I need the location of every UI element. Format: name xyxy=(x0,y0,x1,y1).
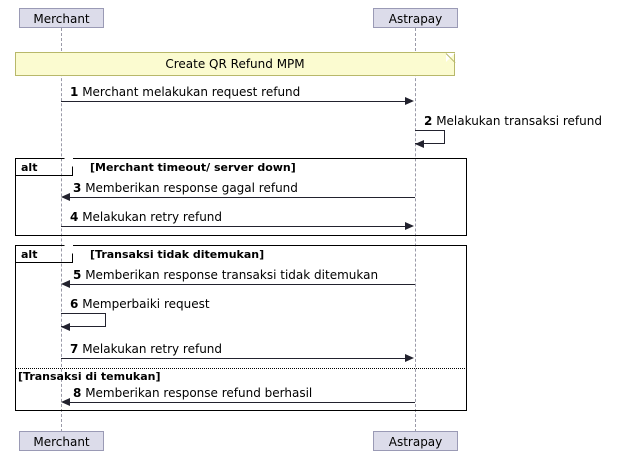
participant-astrapay-bottom[interactable] xyxy=(373,431,458,451)
message-8-arrowhead xyxy=(61,398,70,406)
fragment-2-tab-cut xyxy=(64,245,73,254)
participant-merchant-top[interactable] xyxy=(19,8,104,28)
message-1-number: 1 xyxy=(70,85,79,99)
message-1-label xyxy=(70,85,300,99)
fragment-2-operator: alt xyxy=(21,248,38,261)
message-7-number: 7 xyxy=(70,342,79,356)
message-8-label xyxy=(73,386,312,400)
fragment-2-else-divider xyxy=(15,368,467,369)
fragment-1-operator: alt xyxy=(21,161,38,174)
fragment-2-condition: [Transaksi tidak ditemukan] xyxy=(90,248,265,261)
message-5-line xyxy=(70,284,415,285)
message-3-label xyxy=(73,181,298,195)
participant-merchant-top-label: Merchant xyxy=(33,12,90,26)
message-7-arrowhead xyxy=(405,354,414,362)
participant-astrapay-bottom-label: Astrapay xyxy=(388,435,443,449)
message-3-text: Memberikan response gagal refund xyxy=(85,181,298,195)
message-1-text: Merchant melakukan request refund xyxy=(82,85,301,99)
message-2-number: 2 xyxy=(424,114,433,128)
message-2-arrowhead xyxy=(415,140,424,148)
message-2-label xyxy=(424,114,602,128)
participant-astrapay-top[interactable] xyxy=(373,8,458,28)
message-2-text: Melakukan transaksi refund xyxy=(436,114,602,128)
note-create-qr-refund xyxy=(15,52,455,76)
message-6-arrowhead xyxy=(61,323,70,331)
message-3-line xyxy=(70,197,415,198)
message-5-label xyxy=(73,268,378,282)
message-7-line xyxy=(61,358,406,359)
message-4-text: Melakukan retry refund xyxy=(82,210,223,224)
message-8-number: 8 xyxy=(73,386,82,400)
message-6-number: 6 xyxy=(70,297,79,311)
message-8-text: Memberikan response refund berhasil xyxy=(85,386,313,400)
message-4-arrowhead xyxy=(405,222,414,230)
participant-merchant-bottom-label: Merchant xyxy=(33,435,90,449)
message-1-line xyxy=(61,101,406,102)
message-3-arrowhead xyxy=(61,193,70,201)
fragment-1-condition: [Merchant timeout/ server down] xyxy=(90,161,296,174)
message-7-label xyxy=(70,342,222,356)
participant-merchant-bottom[interactable] xyxy=(19,431,104,451)
message-5-number: 5 xyxy=(73,268,82,282)
fragment-1-tab-cut xyxy=(64,158,73,167)
message-6-label xyxy=(70,297,210,311)
participant-astrapay-top-label: Astrapay xyxy=(388,12,443,26)
message-5-arrowhead xyxy=(61,280,70,288)
message-4-number: 4 xyxy=(70,210,79,224)
message-4-line xyxy=(61,226,406,227)
message-7-text: Melakukan retry refund xyxy=(82,342,223,356)
message-3-number: 3 xyxy=(73,181,82,195)
message-5-text: Memberikan response transaksi tidak ditemukan xyxy=(85,268,379,282)
fragment-2-else-condition: [Transaksi di temukan] xyxy=(18,370,161,383)
message-1-arrowhead xyxy=(405,97,414,105)
message-8-line xyxy=(70,402,415,403)
message-4-label xyxy=(70,210,222,224)
note-label: Create QR Refund MPM xyxy=(165,57,305,71)
message-6-text: Memperbaiki request xyxy=(82,297,210,311)
